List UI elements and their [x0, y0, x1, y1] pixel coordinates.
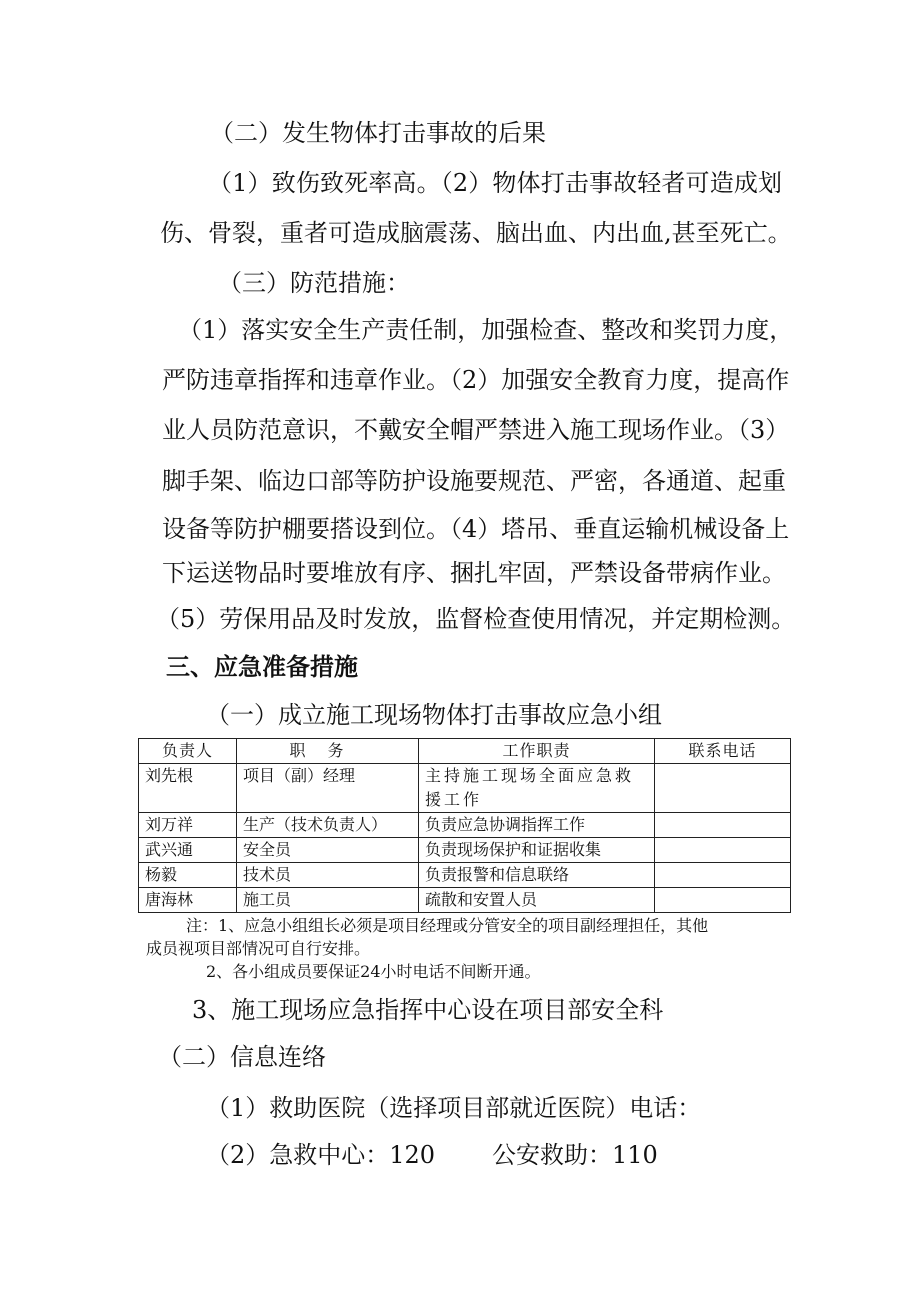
cell-duty: 施工员 [237, 888, 419, 913]
note-line-3: 2、各小组成员要保证24小时电话不间断开通。 [206, 962, 541, 981]
cell-phone [655, 813, 791, 838]
cell-name: 杨毅 [139, 863, 237, 888]
emergency-group-table [138, 738, 791, 913]
table-row [139, 838, 791, 863]
section3-heading: （三）防范措施： [218, 269, 410, 297]
header-duty: 职务 [237, 739, 419, 764]
cell-responsibility: 负责报警和信息联络 [419, 863, 655, 888]
cell-responsibility: 负责应急协调指挥工作 [419, 813, 655, 838]
header-person: 负责人 [139, 739, 237, 764]
cell-duty: 项目（副）经理 [237, 764, 419, 813]
table-row [139, 888, 791, 913]
cell-name: 唐海林 [139, 888, 237, 913]
table-row [139, 764, 791, 813]
table-row [139, 813, 791, 838]
info-heading: （二）信息连络 [158, 1043, 326, 1071]
command-center-line: 3、施工现场应急指挥中心设在项目部安全科 [192, 996, 664, 1024]
cell-duty: 生产（技术负责人） [237, 813, 419, 838]
section3-line-3: 业人员防范意识，不戴安全帽严禁进入施工现场作业。（3） [162, 416, 790, 444]
section3-line-5: 设备等防护棚要搭设到位。（4）塔吊、垂直运输机械设备上 [162, 515, 790, 543]
table-row [139, 863, 791, 888]
section3-line-4: 脚手架、临边口部等防护设施要规范、严密，各通道、起重 [162, 467, 786, 495]
cell-duty: 技术员 [237, 863, 419, 888]
group-heading: （一）成立施工现场物体打击事故应急小组 [206, 701, 662, 729]
hospital-line: （1）救助医院（选择项目部就近医院）电话： [206, 1094, 702, 1122]
table-header-row [139, 739, 791, 764]
section2-line-1: （1）致伤致死率高。（2）物体打击事故轻者可造成划 [208, 169, 782, 197]
cell-responsibility: 负责现场保护和证据收集 [419, 838, 655, 863]
section2-line-2: 伤、骨裂，重者可造成脑震荡、脑出血、内出血,甚至死亡。 [160, 219, 792, 247]
cell-name: 刘先根 [139, 764, 237, 813]
police-line: 公安救助：110 [492, 1141, 658, 1169]
cell-responsibility: 疏散和安置人员 [419, 888, 655, 913]
section3-line-6: 下运送物品时要堆放有序、捆扎牢固，严禁设备带病作业。 [162, 559, 786, 587]
cell-name: 刘万祥 [139, 813, 237, 838]
cell-phone [655, 888, 791, 913]
note-line-2: 成员视项目部情况可自行安排。 [146, 939, 371, 958]
section3-line-2: 严防违章指挥和违章作业。（2）加强安全教育力度，提高作 [162, 366, 790, 394]
cell-responsibility: 主持施工现场全面应急救援工作 [419, 764, 655, 813]
section3-line-7: （5）劳保用品及时发放，监督检查使用情况，并定期检测。 [156, 605, 796, 633]
note-line-1: 注：1、应急小组组长必须是项目经理或分管安全的项目副经理担任，其他 [186, 916, 709, 935]
header-phone: 联系电话 [655, 739, 791, 764]
section2-heading: （二）发生物体打击事故的后果 [210, 119, 546, 147]
cell-name: 武兴通 [139, 838, 237, 863]
section3-line-1: （1）落实安全生产责任制，加强检查、整改和奖罚力度， [178, 316, 794, 344]
cell-phone [655, 764, 791, 813]
cell-phone [655, 838, 791, 863]
part3-heading: 三、应急准备措施 [166, 653, 358, 681]
emergency-center-line: （2）急救中心：120 [206, 1141, 436, 1169]
cell-duty: 安全员 [237, 838, 419, 863]
cell-phone [655, 863, 791, 888]
header-responsibility: 工作职责 [419, 739, 655, 764]
